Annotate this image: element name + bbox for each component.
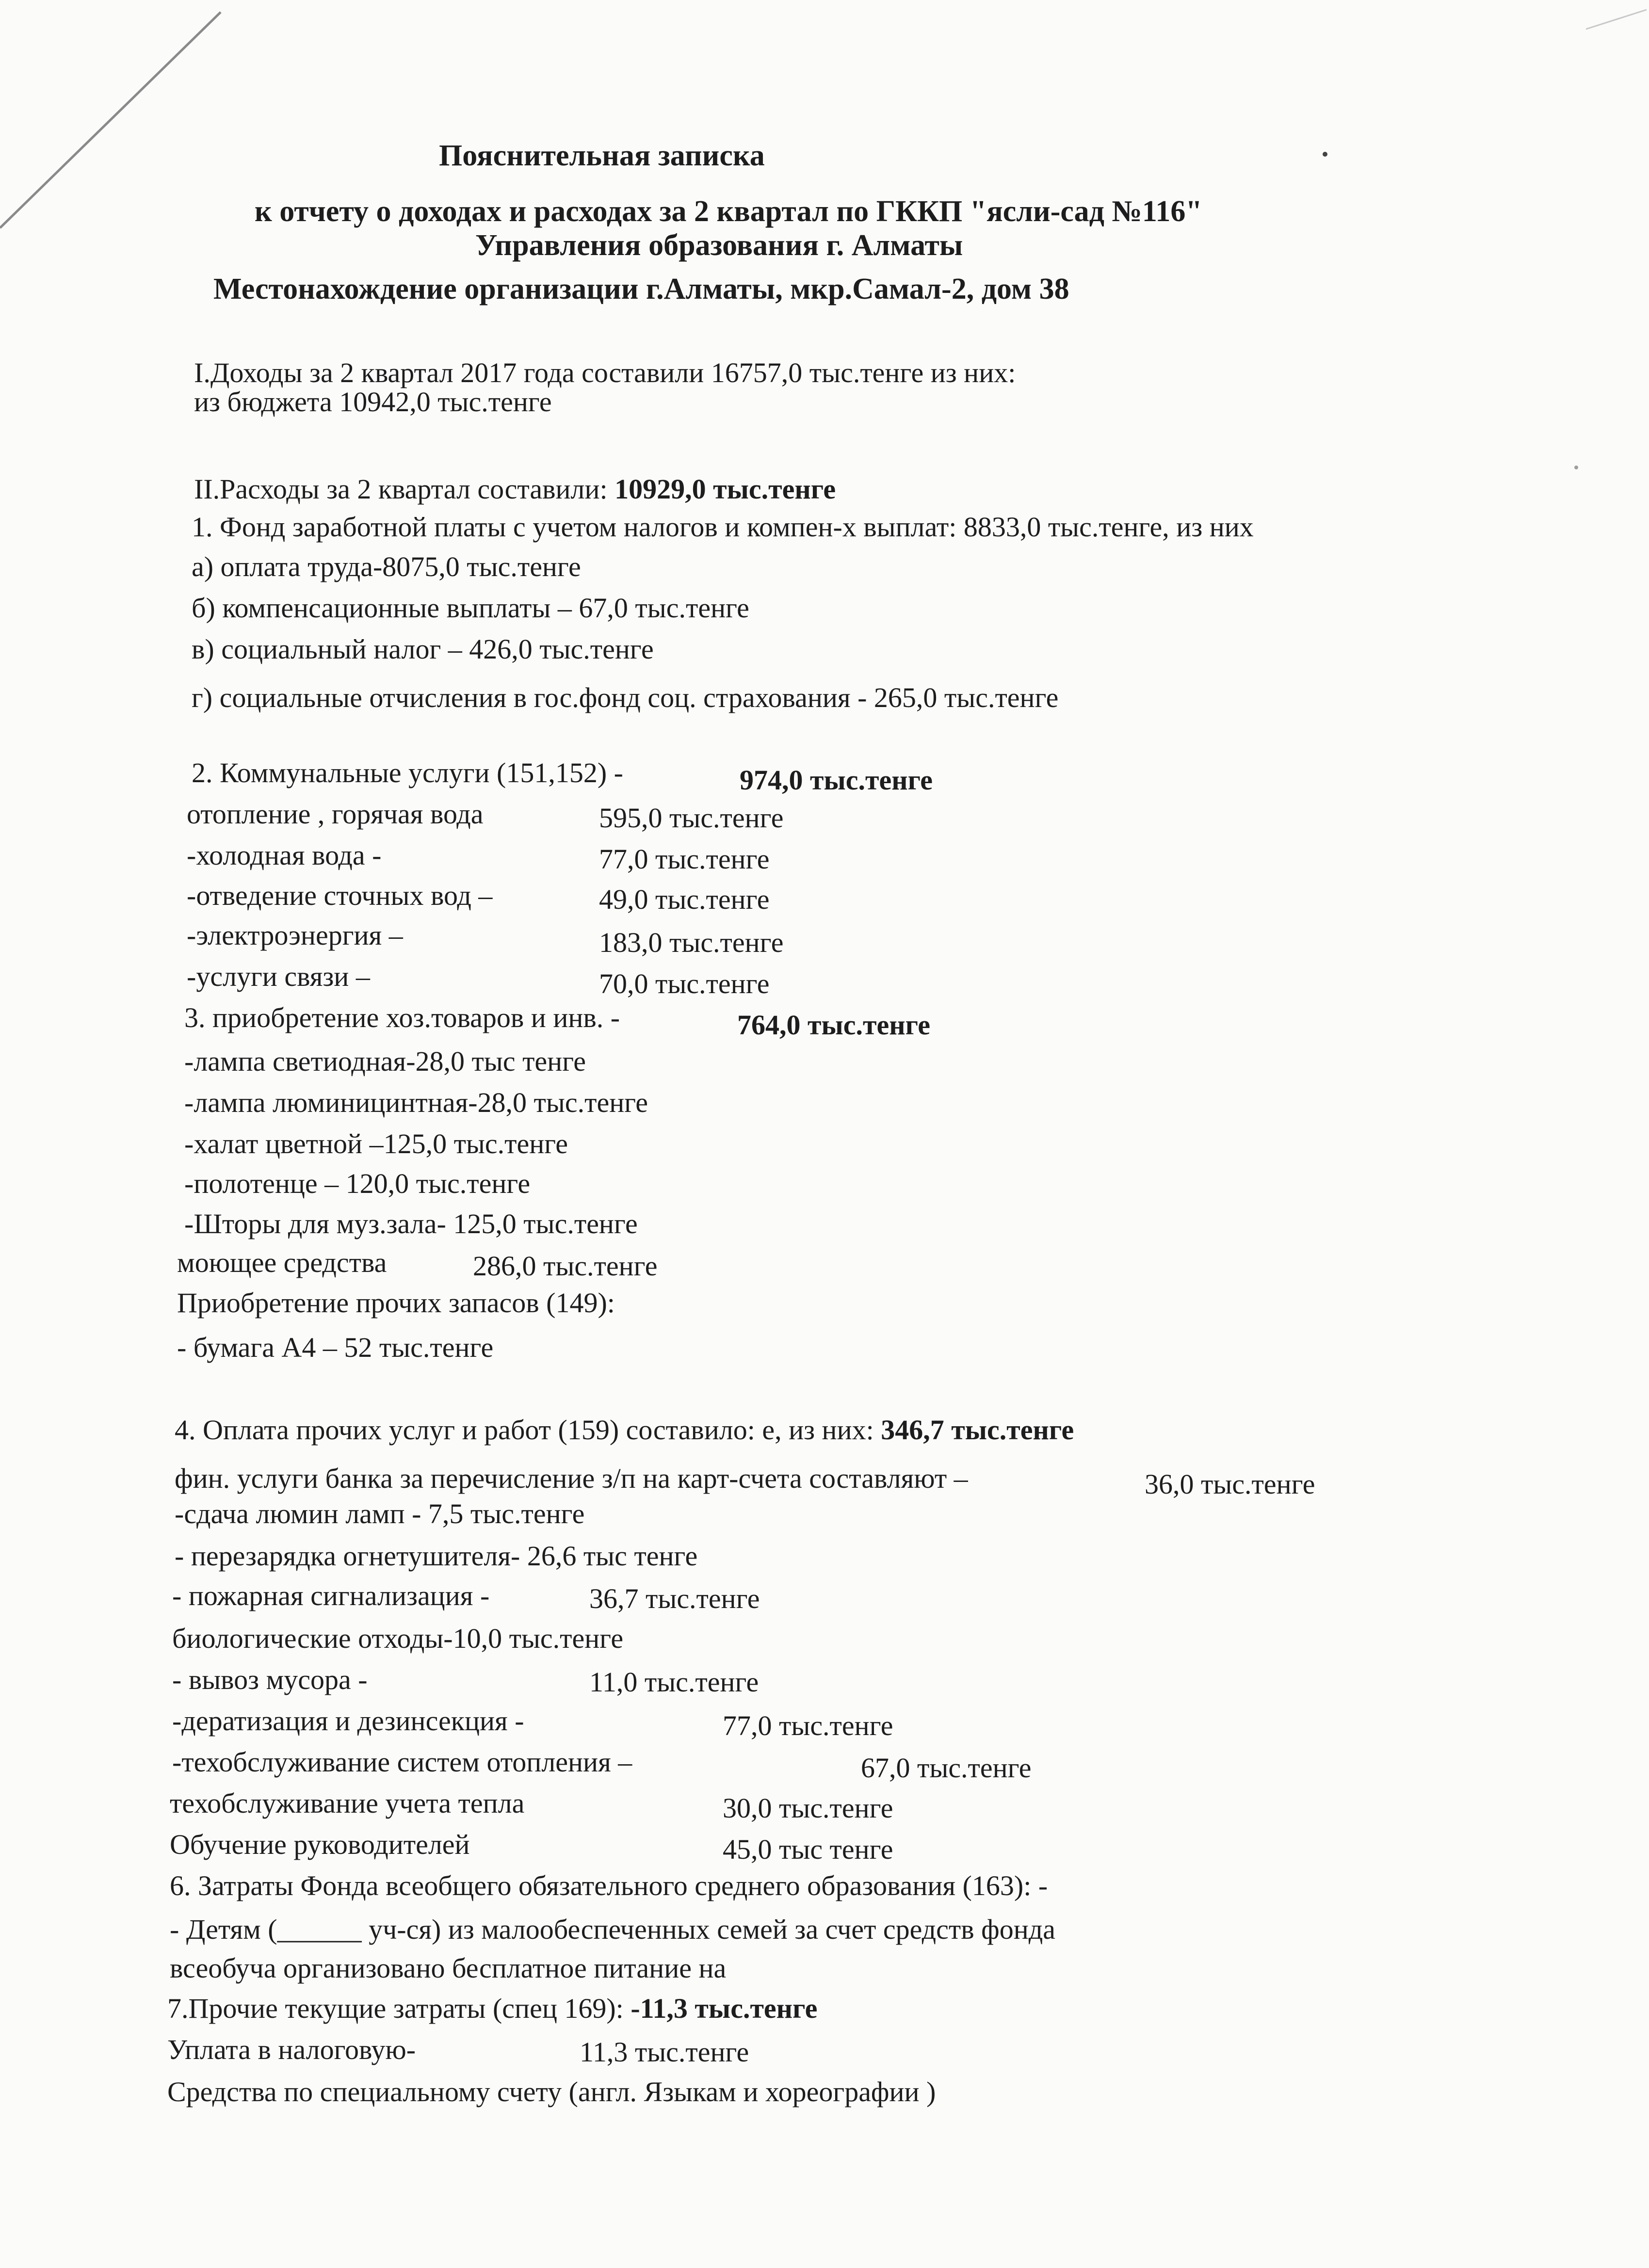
income-budget-line: из бюджета 10942,0 тыс.тенге	[194, 386, 552, 418]
payroll-item: б) компенсационные выплаты – 67,0 тыс.тенге	[192, 592, 749, 624]
expenses-heading-label: II.Расходы за 2 квартал составили:	[194, 473, 615, 505]
supply-item: -лампа светиодная-28,0 тыс тенге	[184, 1046, 586, 1077]
services-total: 346,7 тыс.тенге	[881, 1414, 1074, 1446]
special-account-line: Средства по специальному счету (англ. Языкам и хореографии )	[167, 2076, 936, 2107]
scan-speck	[1574, 466, 1578, 469]
payroll-line: 1. Фонд заработной платы с учетом налогов и компен-х выплат: 8833,0 тыс.тенге, из них	[192, 511, 1254, 543]
heat-metering-value: 30,0 тыс.тенге	[723, 1792, 893, 1824]
utility-item-value: 595,0 тыс.тенге	[599, 802, 784, 834]
supply-item: -полотенце – 120,0 тыс.тенге	[184, 1168, 531, 1199]
education-fund-line: 6. Затраты Фонда всеобщего обязательного среднего образования (163): -	[170, 1870, 1048, 1901]
bank-fee-label: фин. услуги банка за перечисление з/п на карт-счета составляют –	[175, 1463, 968, 1494]
supplies-label: 3. приобретение хоз.товаров и инв. -	[184, 1002, 620, 1033]
garbage-value: 11,0 тыс.тенге	[589, 1666, 759, 1698]
utility-item-label: -холодная вода -	[187, 839, 382, 871]
other-expenses-label: 7.Прочие текущие затраты (спец 169):	[167, 1993, 631, 2024]
other-expenses-total: -11,3 тыс.тенге	[630, 1993, 818, 2024]
supply-item: -лампа люминицинтная-28,0 тыс.тенге	[184, 1087, 648, 1118]
detergent-label: моющее средства	[177, 1247, 387, 1278]
education-fund-line: всеобуча организовано бесплатное питание на	[170, 1952, 727, 1984]
detergent-value: 286,0 тыс.тенге	[473, 1250, 658, 1282]
income-line: I.Доходы за 2 квартал 2017 года составили 16757,0 тыс.тенге из них:	[194, 357, 1016, 388]
utility-item-label: отопление , горячая вода	[187, 798, 484, 830]
utility-item-value: 49,0 тыс.тенге	[599, 884, 770, 915]
training-value: 45,0 тыс тенге	[723, 1834, 893, 1865]
utilities-label: 2. Коммунальные услуги (151,152) -	[192, 757, 623, 788]
expenses-heading	[194, 475, 836, 503]
expenses-heading-total: 10929,0 тыс.тенге	[614, 473, 836, 505]
payroll-item: а) оплата труда-8075,0 тыс.тенге	[192, 551, 581, 582]
supply-item: -халат цветной –125,0 тыс.тенге	[184, 1128, 568, 1159]
other-supplies-label: Приобретение прочих запасов (149):	[177, 1287, 615, 1319]
services-label: 4. Оплата прочих услуг и работ (159) составило: е, из них:	[175, 1414, 881, 1446]
garbage-label: - вывоз мусора -	[172, 1664, 368, 1695]
training-label: Обучение руководителей	[170, 1829, 470, 1860]
fire-alarm-label: - пожарная сигнализация -	[172, 1580, 490, 1611]
tax-payment-value: 11,3 тыс.тенге	[580, 2036, 749, 2068]
services-heading	[175, 1416, 1074, 1444]
scan-speck	[1323, 152, 1327, 157]
location-line: Местонахождение организации г.Алматы, мкр.Самал-2, дом 38	[213, 273, 1069, 306]
heat-metering-label: техобслуживание учета тепла	[170, 1787, 525, 1819]
department-line: Управления образования г. Алматы	[475, 229, 963, 262]
supply-item: -Шторы для муз.зала- 125,0 тыс.тенге	[184, 1208, 638, 1239]
service-item: - перезарядка огнетушителя- 26,6 тыс тенге	[175, 1540, 698, 1572]
payroll-item: в) социальный налог – 426,0 тыс.тенге	[192, 633, 654, 665]
heating-service-value: 67,0 тыс.тенге	[861, 1752, 1032, 1784]
utility-item-value: 70,0 тыс.тенге	[599, 968, 770, 999]
deratization-value: 77,0 тыс.тенге	[723, 1710, 893, 1741]
utilities-total: 974,0 тыс.тенге	[740, 764, 933, 796]
fire-alarm-value: 36,7 тыс.тенге	[589, 1583, 760, 1614]
utility-item-label: -услуги связи –	[187, 961, 370, 992]
document-subtitle: к отчету о доходах и расходах за 2 квартал по ГККП "ясли-сад №116"	[255, 195, 1202, 228]
bank-fee-value: 36,0 тыс.тенге	[1145, 1468, 1315, 1500]
utility-item-label: -электроэнергия –	[187, 919, 403, 951]
service-item: биологические отходы-10,0 тыс.тенге	[172, 1623, 624, 1654]
other-expenses-heading	[167, 1995, 817, 2023]
supplies-total: 764,0 тыс.тенге	[737, 1009, 930, 1041]
education-fund-line: - Детям (______ уч-ся) из малообеспеченных семей за счет средств фонда	[170, 1914, 1056, 1945]
payroll-item: г) социальные отчисления в гос.фонд соц. страхования - 265,0 тыс.тенге	[192, 682, 1059, 713]
document-title: Пояснительная записка	[439, 139, 765, 172]
service-item: -сдача люмин ламп - 7,5 тыс.тенге	[175, 1498, 585, 1529]
utility-item-label: -отведение сточных вод –	[187, 880, 493, 911]
utility-item-value: 183,0 тыс.тенге	[599, 927, 784, 958]
deratization-label: -дератизация и дезинсекция -	[172, 1705, 524, 1737]
tax-payment-label: Уплата в налоговую-	[167, 2034, 416, 2065]
utility-item-value: 77,0 тыс.тенге	[599, 843, 770, 875]
heating-service-label: -техобслуживание систем отопления –	[172, 1746, 632, 1778]
paper-item: - бумага А4 – 52 тыс.тенге	[177, 1332, 494, 1363]
